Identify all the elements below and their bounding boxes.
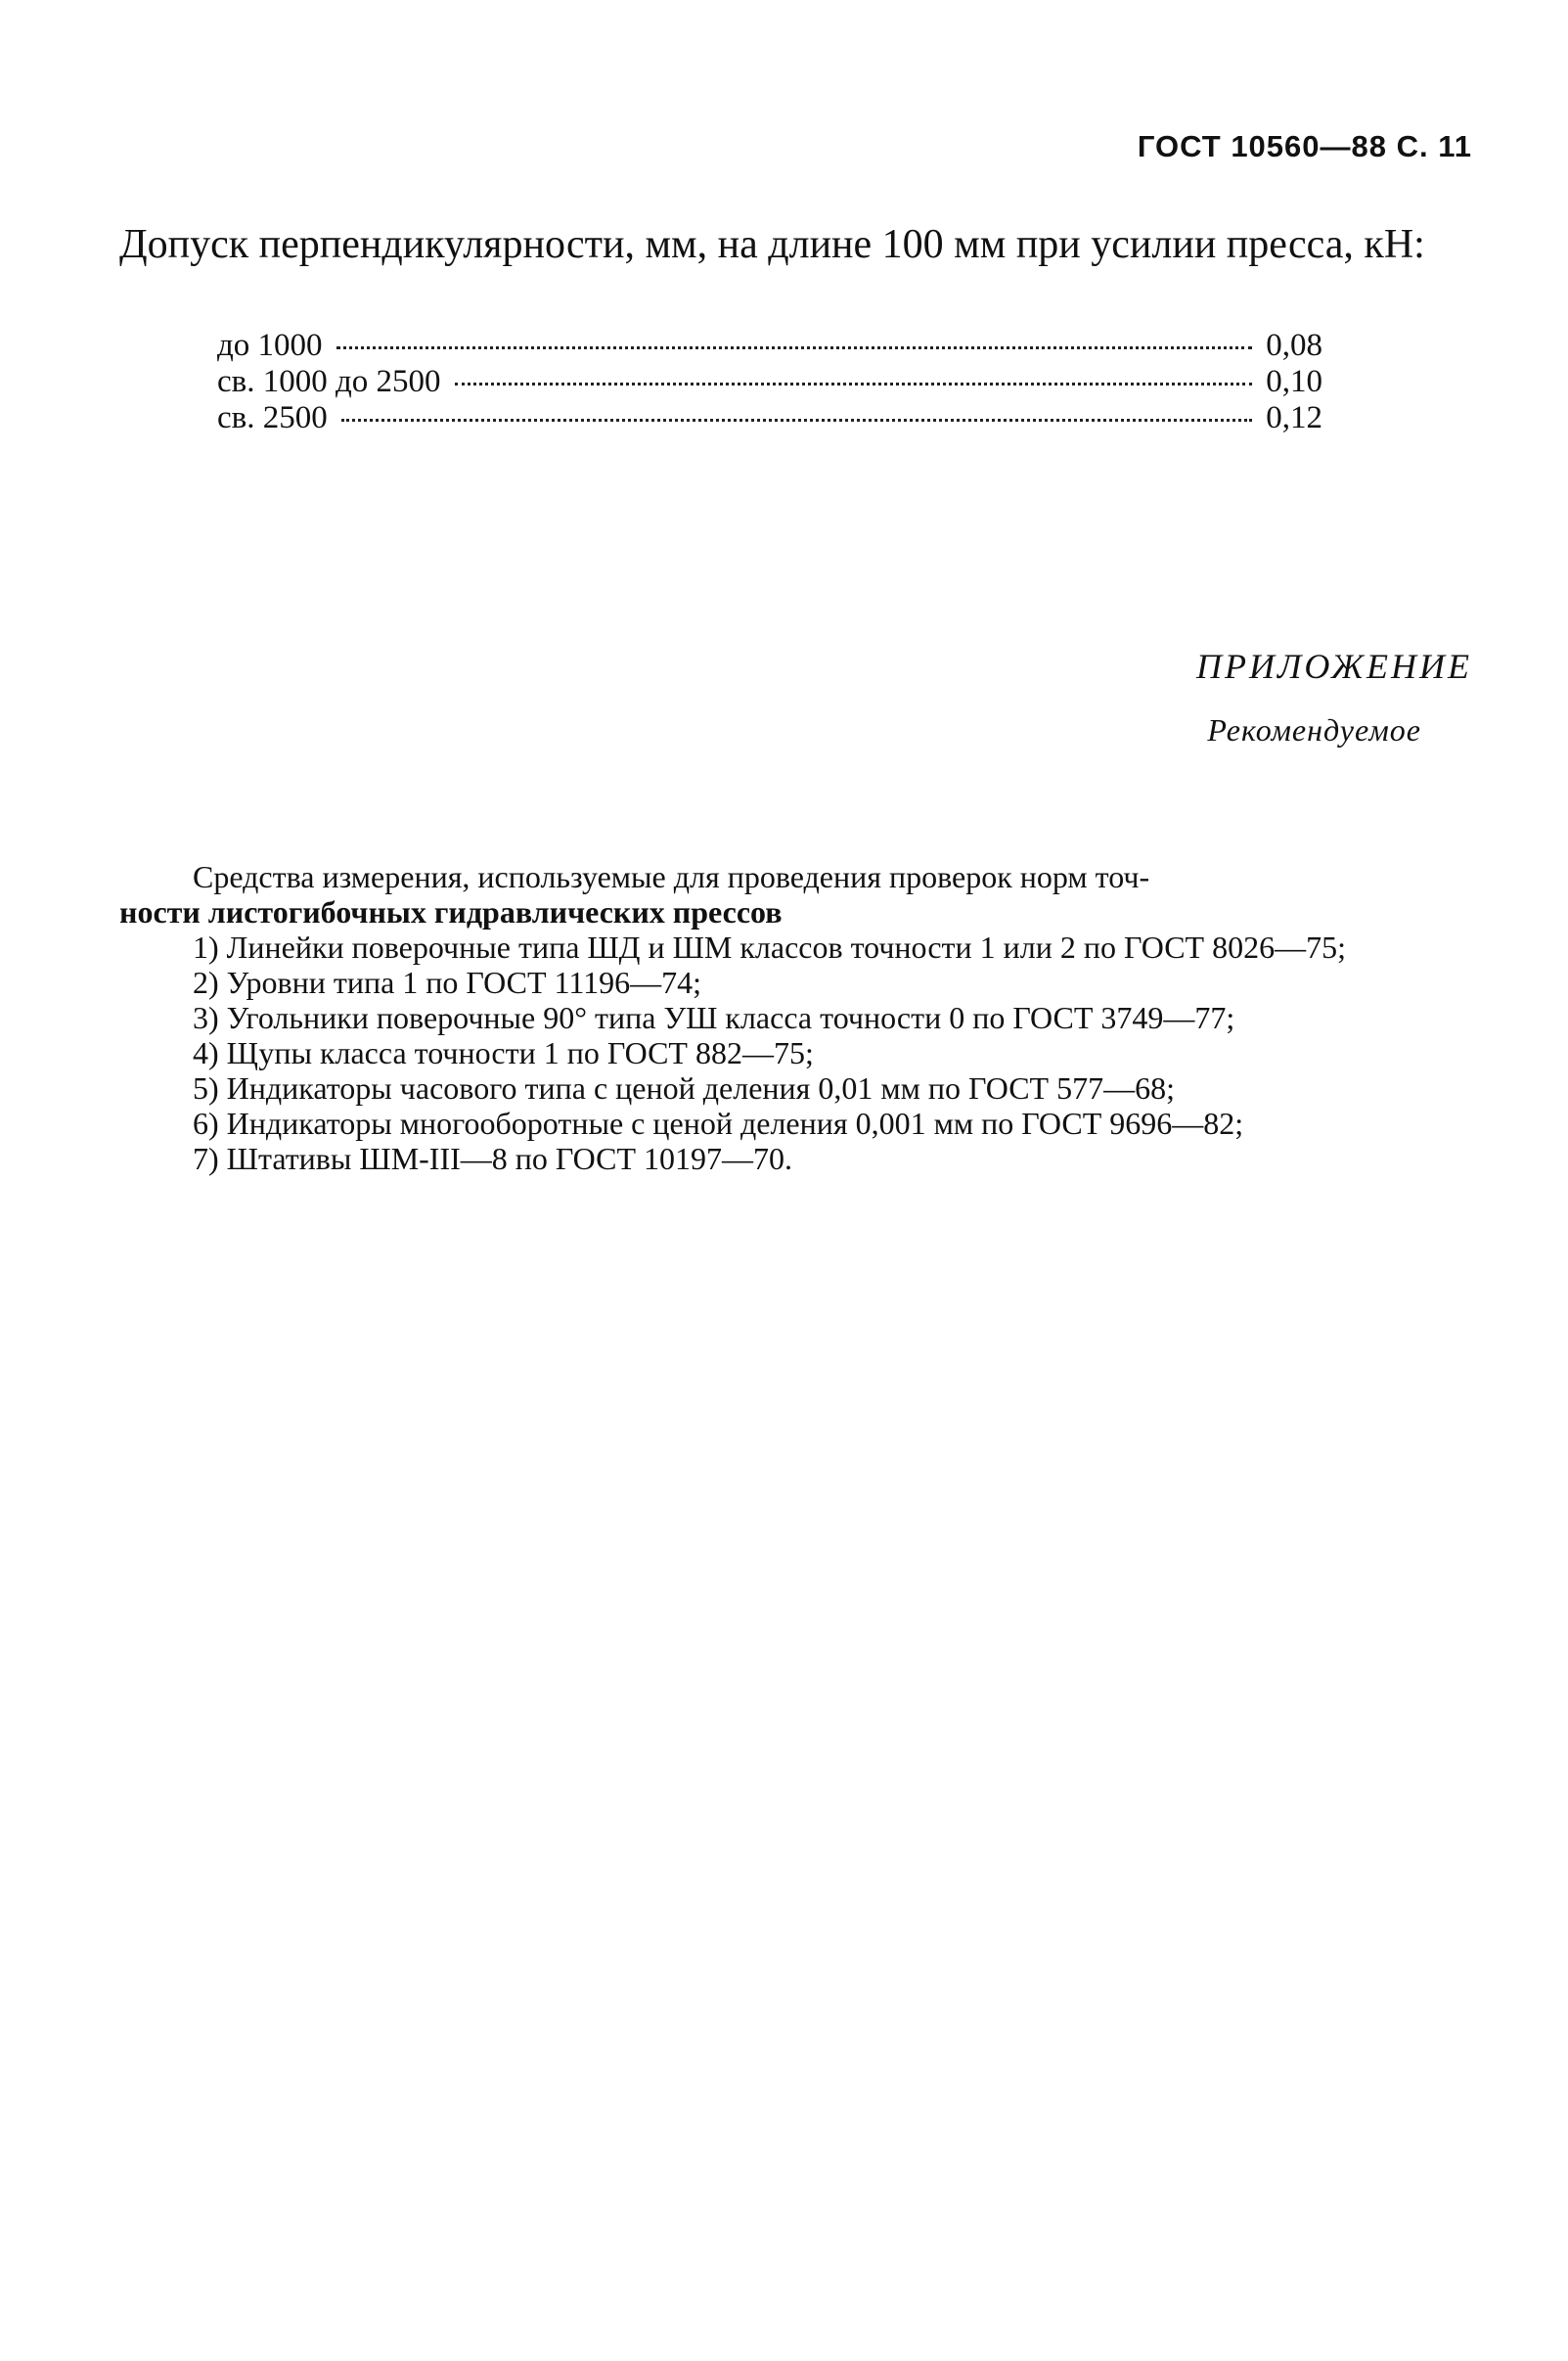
tolerance-row — [217, 364, 1322, 400]
instruments-intro-paragraph — [119, 859, 1472, 930]
tolerance-row-value: 0,10 — [1266, 364, 1322, 399]
dot-leader — [455, 383, 1253, 386]
instrument-item: 4) Щупы класса точности 1 по ГОСТ 882—75; — [193, 1035, 814, 1070]
tolerance-row-value: 0,08 — [1266, 328, 1322, 363]
instrument-item: 1) Линейки поверочные типа ШД и ШМ классов точности 1 или 2 по ГОСТ 8026—75; — [193, 930, 1346, 965]
tolerance-row-label: св. 2500 — [217, 400, 328, 435]
tolerance-row — [217, 400, 1322, 436]
measuring-instruments-section — [119, 859, 1472, 1176]
appendix-title: ПРИЛОЖЕНИЕ — [1196, 647, 1472, 686]
tolerance-row-label: до 1000 — [217, 328, 323, 363]
instrument-item: 2) Уровни типа 1 по ГОСТ 11196—74; — [193, 965, 702, 1000]
dot-leader — [341, 419, 1253, 422]
instruments-intro-part2: ности листогибочных гидравлических прессов — [119, 894, 783, 930]
tolerance-row-label: св. 1000 до 2500 — [217, 364, 441, 399]
appendix-subtitle: Рекомендуемое — [1207, 712, 1421, 748]
instrument-item: 6) Индикаторы многооборотные с ценой деления 0,001 мм по ГОСТ 9696—82; — [193, 1106, 1244, 1141]
tolerance-row-value: 0,12 — [1266, 400, 1322, 435]
tolerance-intro-text: Допуск перпендикулярности, мм, на длине 100 мм при усилии пресса, кН: — [119, 222, 1425, 267]
instruments-intro-part1: Средства измерения, используемые для проведения проверок норм точ- — [193, 859, 1150, 894]
instrument-item: 3) Угольники поверочные 90° типа УШ класса точности 0 по ГОСТ 3749—77; — [193, 1000, 1235, 1035]
instrument-item: 5) Индикаторы часового типа с ценой деления 0,01 мм по ГОСТ 577—68; — [193, 1070, 1175, 1106]
tolerance-table — [217, 328, 1322, 436]
running-header: ГОСТ 10560—88 С. 11 — [1137, 129, 1472, 163]
instrument-item: 7) Штативы ШМ-III—8 по ГОСТ 10197—70. — [193, 1141, 792, 1176]
dot-leader — [336, 346, 1253, 349]
tolerance-row — [217, 328, 1322, 364]
